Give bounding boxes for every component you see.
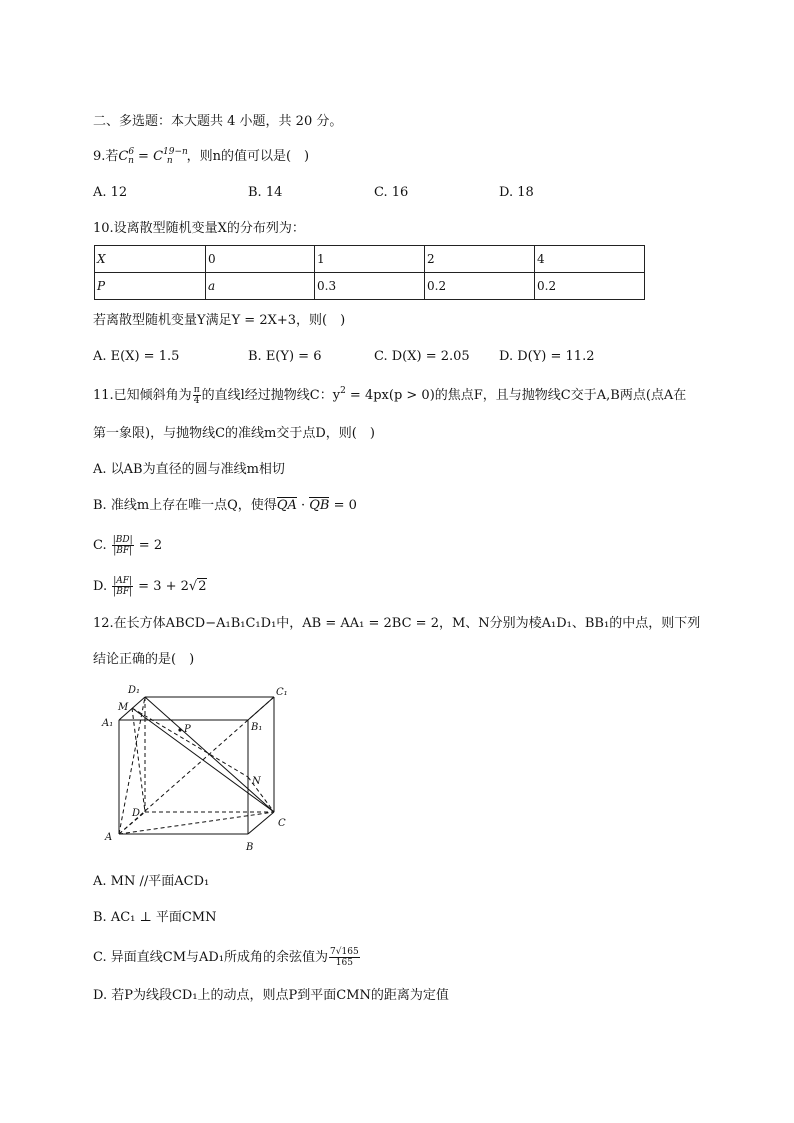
label-c1: C₁ (276, 687, 288, 698)
q10-option-c: C. D(X) = 2.05 (374, 349, 470, 364)
q9-eq: = (133, 149, 154, 164)
section-title: 二、多选题：本大题共 4 小题，共 20 分。 (93, 114, 343, 129)
table-row (95, 273, 645, 300)
table-cell: a (206, 273, 315, 300)
q10-option-a: A. E(X) = 1.5 (93, 349, 180, 364)
pi-over-4-fraction: $\frac{\pi}{4}$ (193, 385, 200, 406)
q11-option-d: D. $\frac{|AF|}{|BF|}$ = 3 + 2√2 (93, 576, 207, 597)
q10-option-d: D. D(Y) = 11.2 (499, 349, 595, 364)
line-ac1 (119, 697, 274, 834)
line-mn (132, 708, 248, 777)
q9-option-a: A. 12 (93, 185, 128, 200)
q11-option-b: B. 准线m上存在唯一点Q，使得QA · QB = 0 (93, 498, 357, 513)
cuboid-figure (100, 680, 300, 855)
table-row (95, 246, 645, 273)
vector-qa: QA (276, 498, 297, 513)
table-cell: X (95, 246, 206, 273)
table-cell: 4 (535, 246, 645, 273)
label-m: M (118, 702, 129, 713)
af-over-bf-fraction: $\frac{|AF|}{|BF|}$ (113, 576, 133, 597)
distribution-table (94, 245, 645, 300)
table-cell: 0.2 (535, 273, 645, 300)
q9-num: 9.若 (93, 149, 119, 164)
table-cell: 2 (425, 246, 535, 273)
q11-option-a: A. 以AB为直径的圆与准线m相切 (93, 462, 285, 477)
label-a1: A₁ (102, 718, 114, 729)
q12-option-c: C. 异面直线CM与AD₁所成角的余弦值为 $\frac{7√165}{165}$ (93, 947, 359, 968)
q11-stem-line2: 第一象限)，与抛物线C的准线m交于点D，则( ) (93, 426, 375, 441)
q10-condition: 若离散型随机变量Y满足Y = 2X+3，则( ) (93, 313, 346, 328)
line-md (132, 708, 145, 812)
table-cell: 0.2 (425, 273, 535, 300)
table-cell: 0.3 (315, 273, 425, 300)
q12-stem-line1: 12.在长方体ABCD−A₁B₁C₁D₁中，AB = AA₁ = 2BC = 2，M、N分别为棱A₁D₁、BB₁的中点，则下列 (93, 616, 701, 631)
table-cell: 0 (206, 246, 315, 273)
q11-stem-line1: 11.已知倾斜角为 $\frac{\pi}{4}$ 的直线l经过抛物线C：$y^2 = 4px(p > 0)$的焦点F，且与抛物线C交于A,B两点(点A在 (93, 385, 687, 406)
label-c: C (278, 818, 286, 829)
q12-option-b: B. AC₁ ⊥ 平面CMN (93, 910, 217, 925)
cosine-fraction: $\frac{7√165}{165}$ (330, 947, 359, 968)
q9-rest: ，则n的值可以是( ) (186, 149, 310, 164)
point-p (178, 728, 181, 731)
q9-comb1: $C^6_n$ (118, 147, 135, 166)
q11-option-c: C. $\frac{|BD|}{|BF|}$ = 2 (93, 535, 163, 556)
line-ac (119, 812, 274, 834)
label-d: D (132, 808, 141, 819)
q12-stem-line2: 结论正确的是( ) (93, 652, 195, 667)
label-p: P (184, 724, 191, 735)
sqrt-radicand: 2 (198, 579, 207, 594)
q9-option-c: C. 16 (374, 185, 409, 200)
label-n: N (252, 776, 261, 787)
q12-option-d: D. 若P为线段CD₁上的动点，则点P到平面CMN的距离为定值 (93, 988, 449, 1003)
q9-option-d: D. 18 (499, 185, 534, 200)
label-b1: B₁ (251, 722, 263, 733)
vector-qb: QB (309, 498, 330, 513)
q9-stem (93, 148, 309, 167)
label-b: B (246, 842, 254, 853)
label-d1: D₁ (128, 685, 141, 696)
label-a: A (105, 832, 113, 843)
q12-option-a: A. MN //平面ACD₁ (93, 874, 210, 889)
bd-over-bf-fraction: $\frac{|BD|}{|BF|}$ (112, 535, 133, 556)
table-cell: P (95, 273, 206, 300)
table-cell: 1 (315, 246, 425, 273)
q9-option-b: B. 14 (248, 185, 283, 200)
q9-comb2: $C^{19-n}_n$ (153, 147, 188, 166)
q10-stem: 10.设离散型随机变量X的分布列为： (93, 221, 305, 236)
q10-option-b: B. E(Y) = 6 (248, 349, 322, 364)
